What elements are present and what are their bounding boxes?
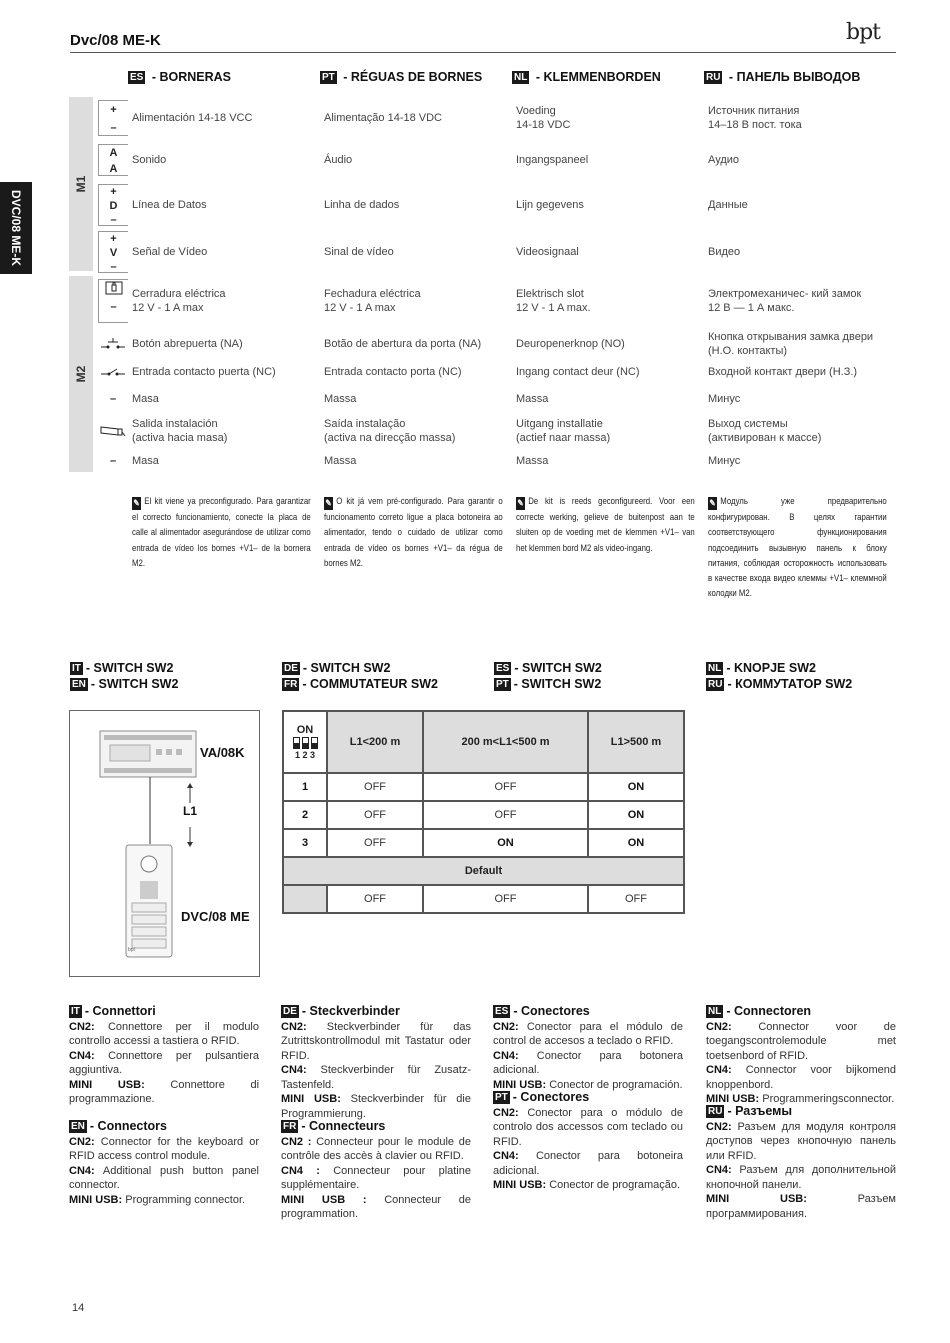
table-row: OFF OFF OFF	[283, 885, 684, 913]
terminal-cell: Deuropenerknop (NO)	[516, 338, 625, 350]
switch-table	[282, 710, 685, 914]
note-icon: ✎	[517, 498, 524, 508]
diagram-label-va08k: VA/08K	[200, 745, 245, 760]
terminal-cell: Видео	[708, 246, 741, 258]
terminal-cell: Fechadura eléctrica 12 V - 1 A max	[324, 288, 421, 314]
terminal-cell: Linha de dados	[324, 199, 400, 211]
lang-badge: FR	[283, 1121, 297, 1132]
terminal-cell: Línea de Datos	[132, 199, 207, 211]
camera-icon	[98, 413, 128, 449]
connector-item: MINI USB: Conector de programação.	[493, 1179, 681, 1191]
connector-item: CN2: Steckverbinder für das Zutrittskontrollmodul mit Tastatur oder RFID.	[281, 1020, 471, 1062]
no-contact-icon	[98, 330, 128, 358]
terminal-cell: Ingangspaneel	[516, 154, 589, 166]
connector-block: PT - Conectores CN2: Conector para o módulo de controlo dos accessos com teclado ou RFID. CN4: Conector para botoneira adicional. MINI USB: Conector de programação.	[493, 1090, 683, 1191]
terminal-cell: Минус	[708, 393, 741, 405]
note-icon: ✎	[133, 498, 140, 508]
panel-brand: bpt	[128, 947, 135, 953]
terminal-symbol	[98, 413, 128, 449]
connector-block: FR - Connecteurs CN2 : Connecteur pour le module de contrôle des accès à clavier ou RFID. CN4 : Connecteur pour platine supplémentaire. MINI USB : Connecteur de programmation.	[281, 1119, 471, 1220]
terminal-cell: Кнопка открывания замка двери (Н.О. контакты)	[708, 331, 874, 357]
terminal-cell: Massa	[516, 393, 549, 405]
connector-item: CN4: Conector para botoneira adicional.	[493, 1150, 683, 1177]
switch-heading: RU - КОММУТАТОР SW2	[708, 677, 853, 691]
lang-badge: DE	[284, 663, 298, 674]
group-bar-m2: M2	[69, 276, 93, 472]
terminal-cell: Sonido	[132, 154, 167, 166]
switch-heading: EN - SWITCH SW2	[72, 677, 179, 691]
terminal-symbol: + –	[98, 100, 128, 136]
terminal-cell: Voeding 14-18 VDC	[516, 105, 571, 131]
connector-item: CN2: Conector para o módulo de controlo dos accessos com teclado ou RFID.	[493, 1106, 683, 1148]
terminal-cell: Saída instalação (activa na direcção massa)	[324, 418, 456, 444]
terminal-col-heading: ES - BORNERAS	[130, 70, 231, 84]
terminal-cell: Электромеханичес- кий замок 12 В — 1 А макс.	[708, 288, 862, 314]
terminal-cell: Alimentação 14-18 VDC	[324, 112, 443, 124]
terminal-cell: Uitgang installatie (actief naar massa)	[516, 418, 611, 444]
lang-badge: ES	[130, 72, 144, 83]
connector-block: RU - Разъемы CN2: Разъем для модуля контроля доступов через кнопочную панель или RFID. CN4: Разъем для дополнительной кнопочной панели. MINI USB: Разъем программирования.	[706, 1104, 896, 1220]
lang-badge: EN	[71, 1121, 85, 1132]
lang-badge: ES	[496, 663, 510, 674]
terminal-cell: Videosignaal	[516, 246, 579, 258]
terminal-cell: Señal de Vídeo	[132, 246, 208, 258]
col-header: L1>500 m	[588, 711, 684, 773]
lang-badge: RU	[706, 72, 721, 83]
terminal-symbol	[98, 330, 128, 358]
connector-block: NL - Connectoren CN2: Connector voor de toegangscontrolemodule met toetsenbord of RFID. CN4: Connector voor bijkomend knoppenbord. MINI USB: Programmeringsconnector.	[706, 1004, 897, 1105]
lang-badge: PT	[322, 72, 335, 83]
terminal-symbol: –	[98, 279, 128, 323]
connector-item: CN2: Connector for the keyboard or RFID access control module.	[69, 1135, 260, 1162]
terminal-symbol: + D –	[98, 184, 128, 226]
dip-switch-icon	[284, 737, 326, 749]
lang-badge: NL	[514, 72, 528, 83]
terminal-cell: Источник питания 14–18 В пост. тока	[708, 105, 802, 131]
connector-item: CN4 : Connecteur pour platine supplémentaire.	[281, 1164, 471, 1191]
lang-badge: IT	[72, 663, 81, 674]
terminal-cell: Аудио	[708, 154, 740, 166]
page-title: Dvc/08 ME-K	[70, 32, 161, 49]
page-number: 14	[72, 1302, 85, 1314]
connector-item: CN4: Connector voor bijkomend knoppenbord.	[706, 1064, 896, 1091]
terminal-cell: Данные	[708, 199, 748, 211]
lang-badge: DE	[283, 1006, 297, 1017]
terminal-col-heading: NL - KLEMMENBORDEN	[514, 70, 661, 84]
terminal-cell: Massa	[516, 455, 549, 467]
lang-badge: FR	[284, 679, 298, 690]
note-icon: ✎	[325, 498, 332, 508]
terminal-cell: Botón abrepuerta (NA)	[132, 338, 243, 350]
terminal-cell: Botão de abertura da porta (NA)	[324, 338, 482, 350]
connector-block: ES - Conectores CN2: Conector para el módulo de control de accesos a teclado o RFID. CN4: Conector para botonera adicional. MINI USB: Conector de programación.	[493, 1004, 684, 1091]
terminal-symbol: –	[109, 455, 117, 467]
connector-item: CN4: Additional push button panel connector.	[69, 1164, 259, 1191]
terminal-cell: Входной контакт двери (Н.З.)	[708, 366, 858, 378]
configuration-note: ✎ O kit já vem pré-configurado. Para garantir o funcionamento correto ligue a placa botoneira ao alimentador, tendo o cuidado de utilizar como entrada de vídeo os bornes +V1– da régua de bornes M2.	[324, 496, 503, 569]
configuration-note: ✎ El kit viene ya preconfigurado. Para garantizar el correcto funcionamiento, conecte la placa de calle al alimentador asegurándose de utilizar como entrada de vídeo los bornes +V1– de la bornera M2.	[132, 496, 311, 569]
lang-badge: NL	[708, 663, 722, 674]
lang-badge: RU	[708, 1106, 723, 1117]
connector-item: CN2: Разъем для модуля контроля доступов через кнопочную панель или RFID.	[706, 1120, 896, 1162]
terminal-symbol: A A	[98, 144, 128, 176]
terminal-col-heading: RU - ПАНЕЛЬ ВЫВОДОВ	[706, 70, 861, 84]
terminal-cell: Ingang contact deur (NC)	[516, 366, 640, 378]
table-row: 3 OFF ON ON	[283, 829, 684, 857]
terminal-symbol	[98, 361, 128, 383]
terminal-cell: Entrada contacto puerta (NC)	[132, 366, 276, 378]
lang-badge: EN	[72, 679, 86, 690]
default-row: Default	[283, 857, 684, 885]
connector-item: MINI USB: Programming connector.	[69, 1193, 246, 1206]
terminal-cell: Entrada contacto porta (NC)	[324, 366, 462, 378]
connector-item: MINI USB: Programmeringsconnector.	[706, 1093, 895, 1105]
side-tab: DVC/08 ME-K	[0, 182, 32, 274]
connector-item: MINI USB: Conector de programación.	[493, 1078, 683, 1091]
terminal-cell: Massa	[324, 455, 357, 467]
terminal-cell: Cerradura eléctrica 12 V - 1 A max	[132, 288, 226, 314]
terminal-cell: Masa	[132, 393, 159, 405]
switch-heading: FR - COMMUTATEUR SW2	[284, 677, 438, 691]
terminal-symbol: + V –	[98, 231, 128, 273]
lang-badge: IT	[71, 1006, 80, 1017]
header-rule	[70, 52, 896, 53]
connector-item: MINI USB: Разъем программирования.	[706, 1193, 896, 1220]
lock-icon	[99, 280, 128, 296]
switch-heading: DE - SWITCH SW2	[284, 661, 391, 675]
connector-item: CN2 : Connecteur pour le module de contrôle des accès à clavier ou RFID.	[281, 1135, 471, 1162]
connector-block: EN - Connectors CN2: Connector for the keyboard or RFID access control module. CN4: Additional push button panel connector. MINI USB: Programming connector.	[69, 1119, 260, 1206]
switch-heading: NL - KNOPJE SW2	[708, 661, 816, 675]
connector-item: MINI USB: Steckverbinder für die Programmierung.	[281, 1093, 471, 1120]
diagram-label-dvc08me: DVC/08 ME	[181, 909, 250, 924]
diagram-label-l1: L1	[183, 804, 198, 818]
connector-item: CN4: Разъем для дополнительной кнопочной панели.	[706, 1164, 896, 1191]
connector-item: MINI USB: Connettore di programmazione.	[69, 1078, 260, 1105]
connector-item: CN4: Conector para botonera adicional.	[493, 1049, 684, 1076]
note-icon: ✎	[709, 498, 716, 508]
connector-item: MINI USB : Connecteur de programmation.	[281, 1193, 471, 1220]
switch-heading: IT - SWITCH SW2	[72, 661, 174, 675]
lang-badge: ES	[495, 1006, 509, 1017]
configuration-note: ✎ Модуль уже предварительно конфигурирован. В целях гарантии соответствующего функционирования подсоединить вызывную панель к блоку питания, соблюдая осторожность использовать в качестве входа видео клеммы +V1– клеммной колодки M2.	[708, 496, 887, 600]
lang-badge: NL	[708, 1006, 722, 1017]
terminal-cell: Минус	[708, 455, 741, 467]
connector-item: CN4: Steckverbinder für Zusatz-Tastenfeld.	[281, 1064, 471, 1091]
connector-item: CN4: Connettore per pulsantiera aggiuntiva.	[69, 1049, 260, 1076]
col-header: L1<200 m	[327, 711, 423, 773]
wiring-diagram	[69, 710, 260, 977]
dip-switch-cell: ON 1 2 3	[283, 711, 327, 773]
group-bar-m1: M1	[69, 97, 93, 271]
terminal-cell: Выход системы (активирован к массе)	[708, 418, 822, 444]
table-row: 1 OFF OFF ON	[283, 773, 684, 801]
lang-badge: PT	[496, 679, 509, 690]
terminal-cell: Elektrisch slot 12 V - 1 A max.	[516, 288, 591, 314]
terminal-col-heading: PT - RÉGUAS DE BORNES	[322, 70, 483, 84]
terminal-cell: Massa	[324, 393, 357, 405]
switch-heading: ES - SWITCH SW2	[496, 661, 602, 675]
bpt-logo: bpt	[846, 20, 881, 45]
terminal-cell: Masa	[132, 455, 159, 467]
connector-block: IT - Connettori CN2: Connettore per il modulo controllo accessi a tastiera o RFID. CN4: Connettore per pulsantiera aggiuntiva. MINI USB: Connettore di programmazione.	[69, 1004, 260, 1105]
col-header: 200 m<L1<500 m	[423, 711, 588, 773]
connector-block: DE - Steckverbinder CN2: Steckverbinder für das Zutrittskontrollmodul mit Tastatur oder RFID. CN4: Steckverbinder für Zusatz-Tastenfeld. MINI USB: Steckverbinder für die Programmierung.	[281, 1004, 471, 1120]
configuration-note: ✎ De kit is reeds geconfigureerd. Voor een correcte werking, gelieve de buitenpost aan te sluiten op de voeding met de klemmen +V1– van het klemmen bord M2 als video-ingang.	[516, 496, 695, 554]
connector-item: CN2: Conector para el módulo de control de accesos a teclado o RFID.	[493, 1020, 684, 1047]
terminal-cell: Lijn gegevens	[516, 199, 584, 211]
lang-badge: RU	[708, 679, 723, 690]
terminal-cell: Salida instalación (activa hacia masa)	[132, 418, 228, 444]
terminal-cell: Sinal de vídeo	[324, 246, 394, 258]
switch-heading: PT - SWITCH SW2	[496, 677, 602, 691]
connector-item: CN2: Connettore per il modulo controllo accessi a tastiera o RFID.	[69, 1020, 259, 1047]
terminal-cell: Áudio	[324, 154, 353, 166]
connector-item: CN2: Connector voor de toegangscontrolemodule met toetsenbord of RFID.	[706, 1020, 897, 1062]
terminal-cell: Alimentación 14-18 VCC	[132, 112, 253, 124]
terminal-symbol: –	[109, 393, 117, 405]
lang-badge: PT	[495, 1092, 508, 1103]
table-row: 2 OFF OFF ON	[283, 801, 684, 829]
nc-contact-icon	[98, 361, 128, 383]
